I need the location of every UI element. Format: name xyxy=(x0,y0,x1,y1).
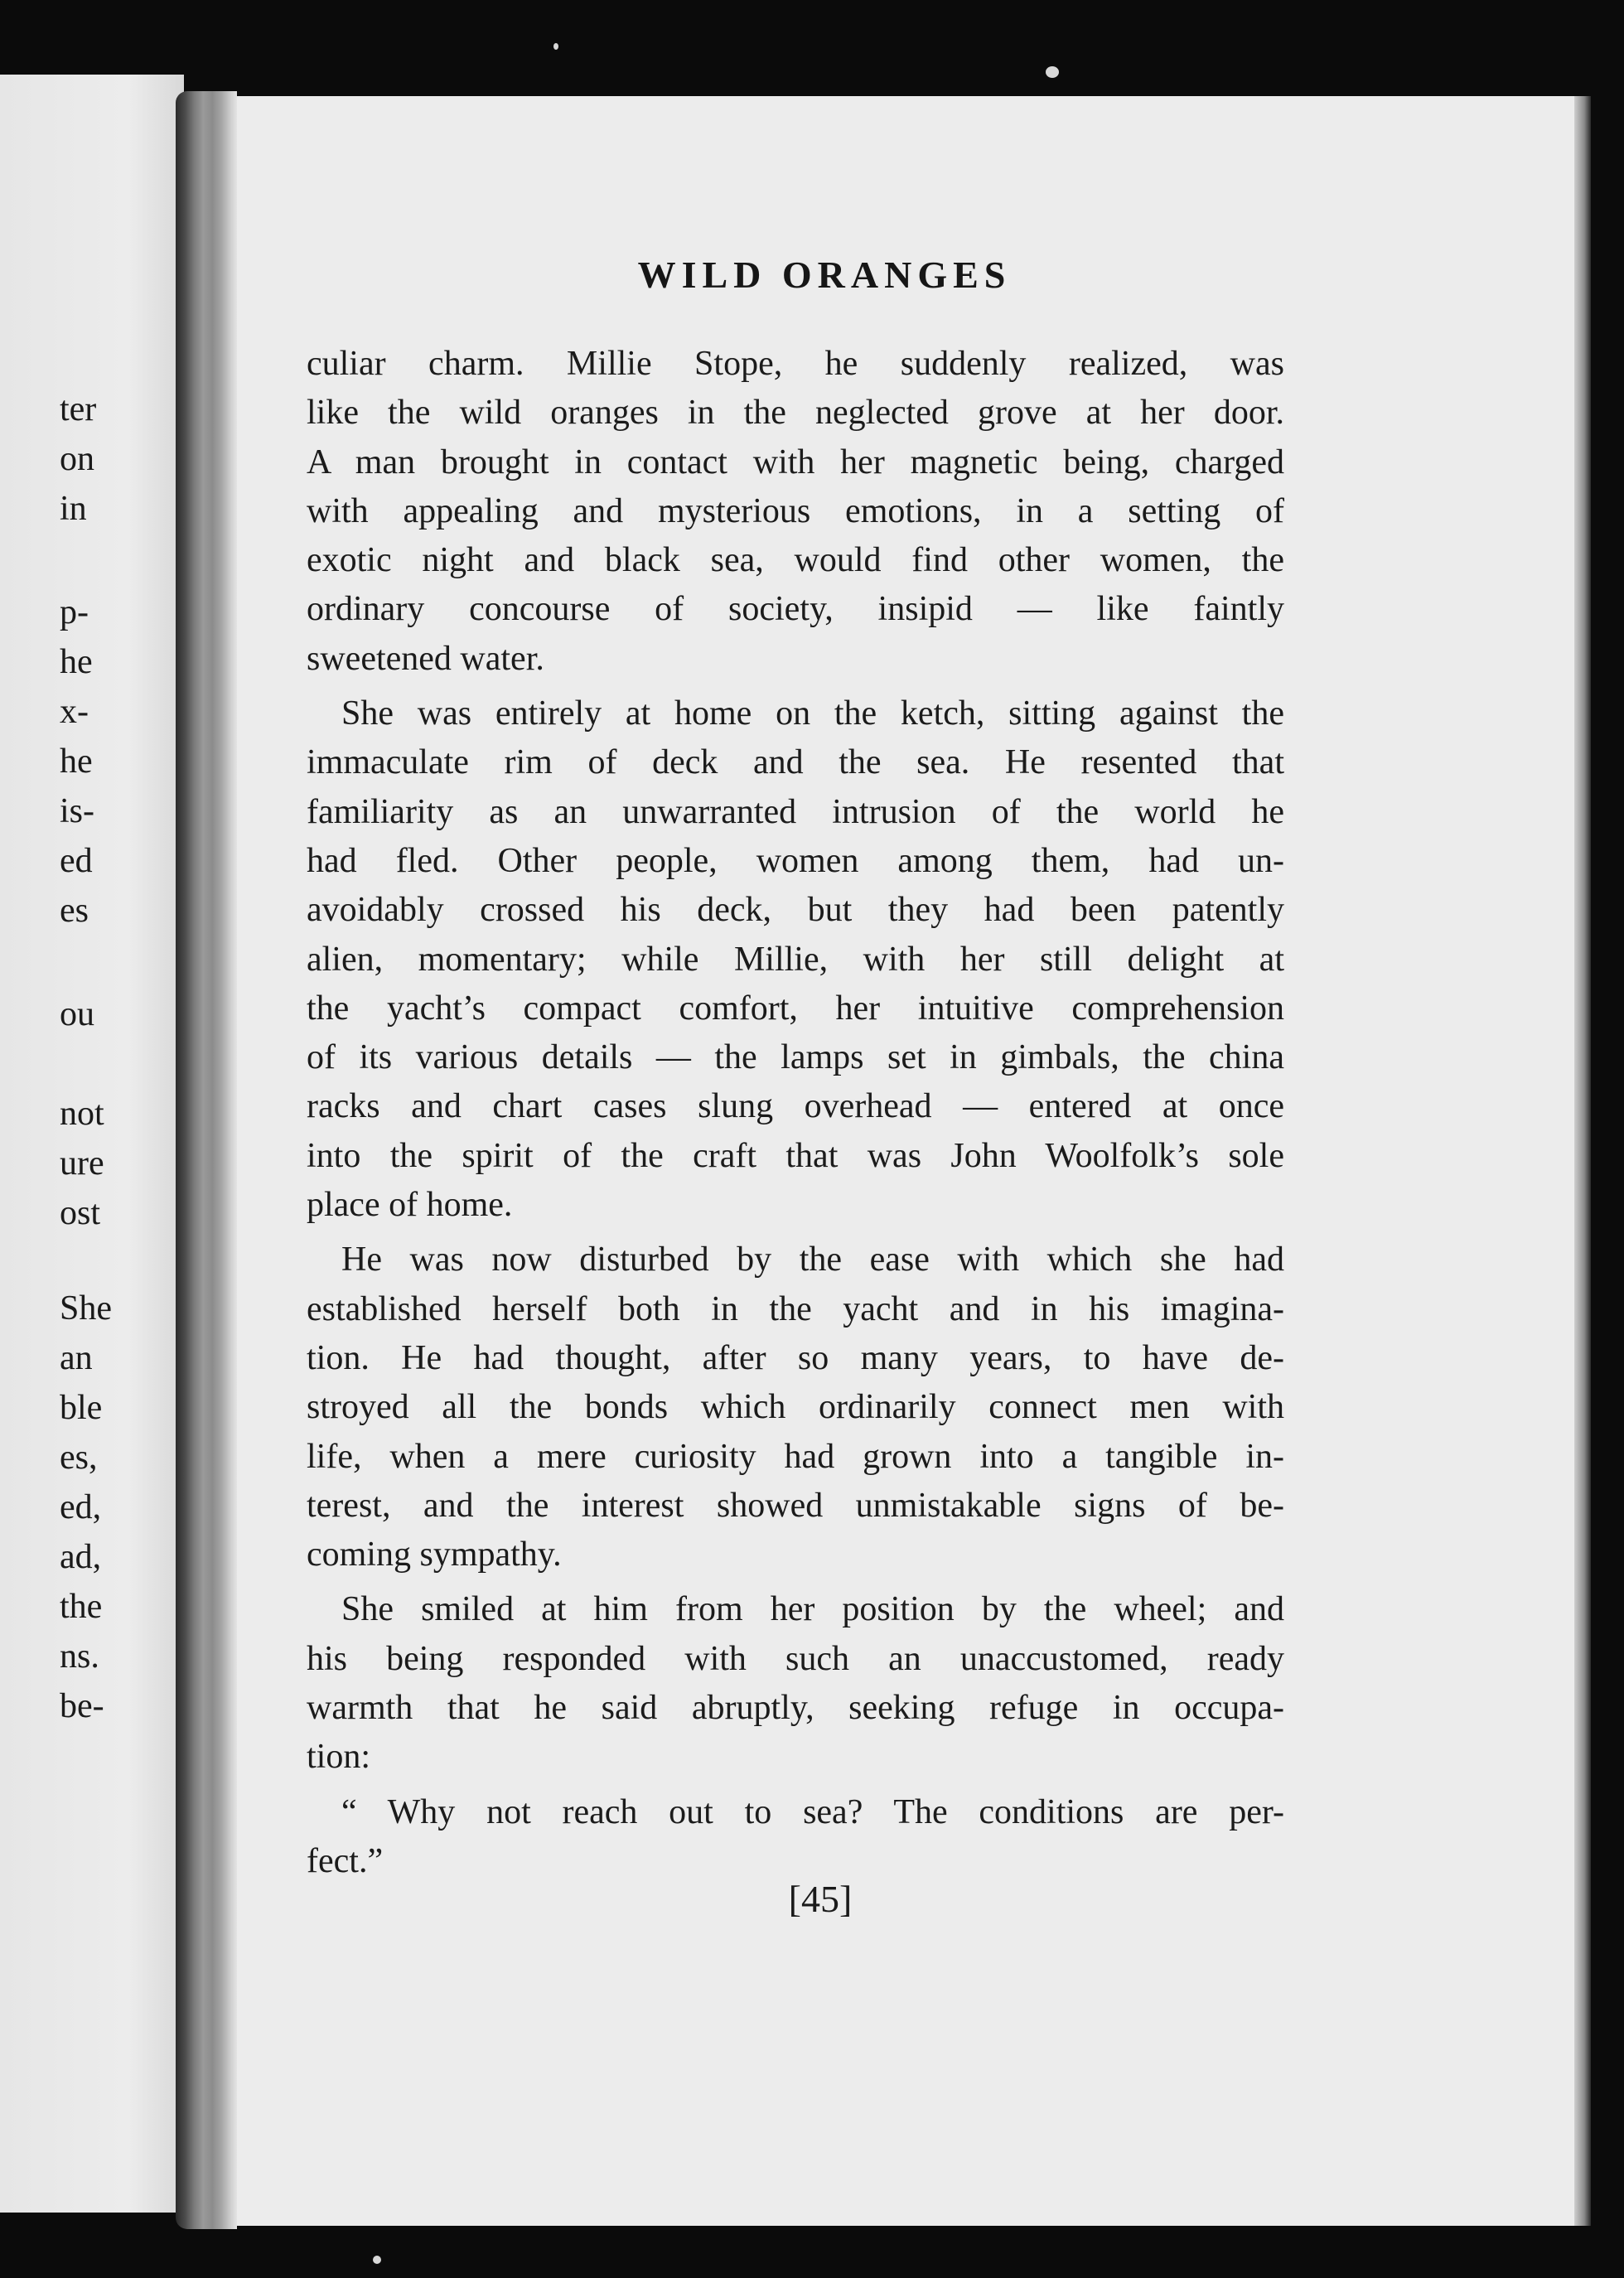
left-page-fragment: x- xyxy=(60,693,89,731)
text-line: immaculate rim of deck and the sea. He resented that xyxy=(307,743,1284,782)
left-page-fragment: an xyxy=(60,1339,93,1377)
paragraph xyxy=(307,1236,1284,1579)
text-line: life, when a mere curiosity had grown into a tangible in- xyxy=(307,1437,1284,1476)
text-line: She was entirely at home on the ketch, sitting against the xyxy=(341,694,1284,733)
text-line: familiarity as an unwarranted intrusion of the world he xyxy=(307,792,1284,831)
scan-speck xyxy=(1046,66,1059,78)
text-line: tion. He had thought, after so many years, to have de- xyxy=(307,1338,1284,1377)
paragraph xyxy=(307,689,1284,1230)
text-line: established herself both in the yacht and in his imagina- xyxy=(307,1289,1284,1328)
left-page-fragment: es xyxy=(60,892,89,930)
body-text xyxy=(307,340,1284,1886)
text-line: of its various details — the lamps set in gimbals, the china xyxy=(307,1038,1284,1077)
paragraph-gap xyxy=(307,1230,1284,1236)
left-page-fragment: es, xyxy=(60,1439,98,1477)
left-page-fragment: ad, xyxy=(60,1538,102,1576)
paragraph-gap xyxy=(307,684,1284,689)
text-line: “ Why not reach out to sea? The conditions are per- xyxy=(341,1792,1284,1831)
text-line: racks and chart cases slung overhead — entered at once xyxy=(307,1087,1284,1126)
left-page-fragment: not xyxy=(60,1095,104,1133)
text-line: ordinary concourse of society, insipid — like faintly xyxy=(307,590,1284,629)
left-page-fragment: She xyxy=(60,1289,112,1328)
text-line: coming sympathy. xyxy=(307,1536,562,1574)
text-line: the yacht’s compact comfort, her intuitive comprehension xyxy=(307,989,1284,1028)
scan-speck xyxy=(553,43,558,50)
left-page-fragment: p- xyxy=(60,593,89,631)
text-line: sweetened water. xyxy=(307,639,544,678)
left-page-fragment: ed xyxy=(60,842,93,880)
text-line: She smiled at him from her position by the wheel; and xyxy=(341,1590,1284,1629)
left-page-fragment: the xyxy=(60,1588,103,1626)
text-line: warmth that he said abruptly, seeking refuge in occupa- xyxy=(307,1689,1284,1728)
text-line: terest, and the interest showed unmistakable signs of be- xyxy=(307,1486,1284,1525)
left-page-fragment: ou xyxy=(60,995,94,1033)
left-page-fragment: ost xyxy=(60,1194,101,1232)
text-line: into the spirit of the craft that was John Woolfolk’s sole xyxy=(307,1136,1284,1175)
paragraph-gap xyxy=(307,1782,1284,1788)
left-page-fragment: ure xyxy=(60,1144,104,1183)
paragraph-gap xyxy=(307,1579,1284,1585)
paragraph xyxy=(307,340,1284,684)
text-line: like the wild oranges in the neglected grove at her door. xyxy=(307,394,1284,433)
paragraph xyxy=(307,1585,1284,1782)
left-page-fragment: be- xyxy=(60,1687,104,1725)
paragraph xyxy=(307,1788,1284,1887)
text-line: tion: xyxy=(307,1738,371,1777)
text-line: his being responded with such an unaccustomed, ready xyxy=(307,1639,1284,1678)
left-page-fragment: on xyxy=(60,440,94,478)
text-line: had fled. Other people, women among them, had un- xyxy=(307,841,1284,880)
text-line: exotic night and black sea, would find other women, the xyxy=(307,541,1284,580)
text-line: avoidably crossed his deck, but they had been patently xyxy=(307,891,1284,930)
text-line: place of home. xyxy=(307,1186,513,1225)
left-page-fragment: is- xyxy=(60,792,94,830)
scan-speck xyxy=(373,2256,381,2264)
running-head: WILD ORANGES xyxy=(637,254,1012,296)
text-line: alien, momentary; while Millie, with her still delight at xyxy=(307,940,1284,979)
left-page-fragment: ns. xyxy=(60,1637,99,1676)
left-page-fragment: ter xyxy=(60,390,97,428)
left-page-fragment: ed, xyxy=(60,1488,102,1526)
text-line: with appealing and mysterious emotions, in a setting of xyxy=(307,491,1284,530)
text-line: stroyed all the bonds which ordinarily connect men with xyxy=(307,1388,1284,1427)
page-number: [45] xyxy=(788,1878,853,1920)
text-line: He was now disturbed by the ease with which she had xyxy=(341,1241,1284,1279)
left-page-fragment: he xyxy=(60,643,93,681)
left-page-fragment: in xyxy=(60,490,87,528)
text-line: fect.” xyxy=(307,1841,384,1880)
left-page-fragment: he xyxy=(60,742,93,781)
text-line: culiar charm. Millie Stope, he suddenly realized, was xyxy=(307,345,1284,383)
left-page-fragment: ble xyxy=(60,1389,103,1427)
text-line: A man brought in contact with her magnetic being, charged xyxy=(307,443,1284,481)
